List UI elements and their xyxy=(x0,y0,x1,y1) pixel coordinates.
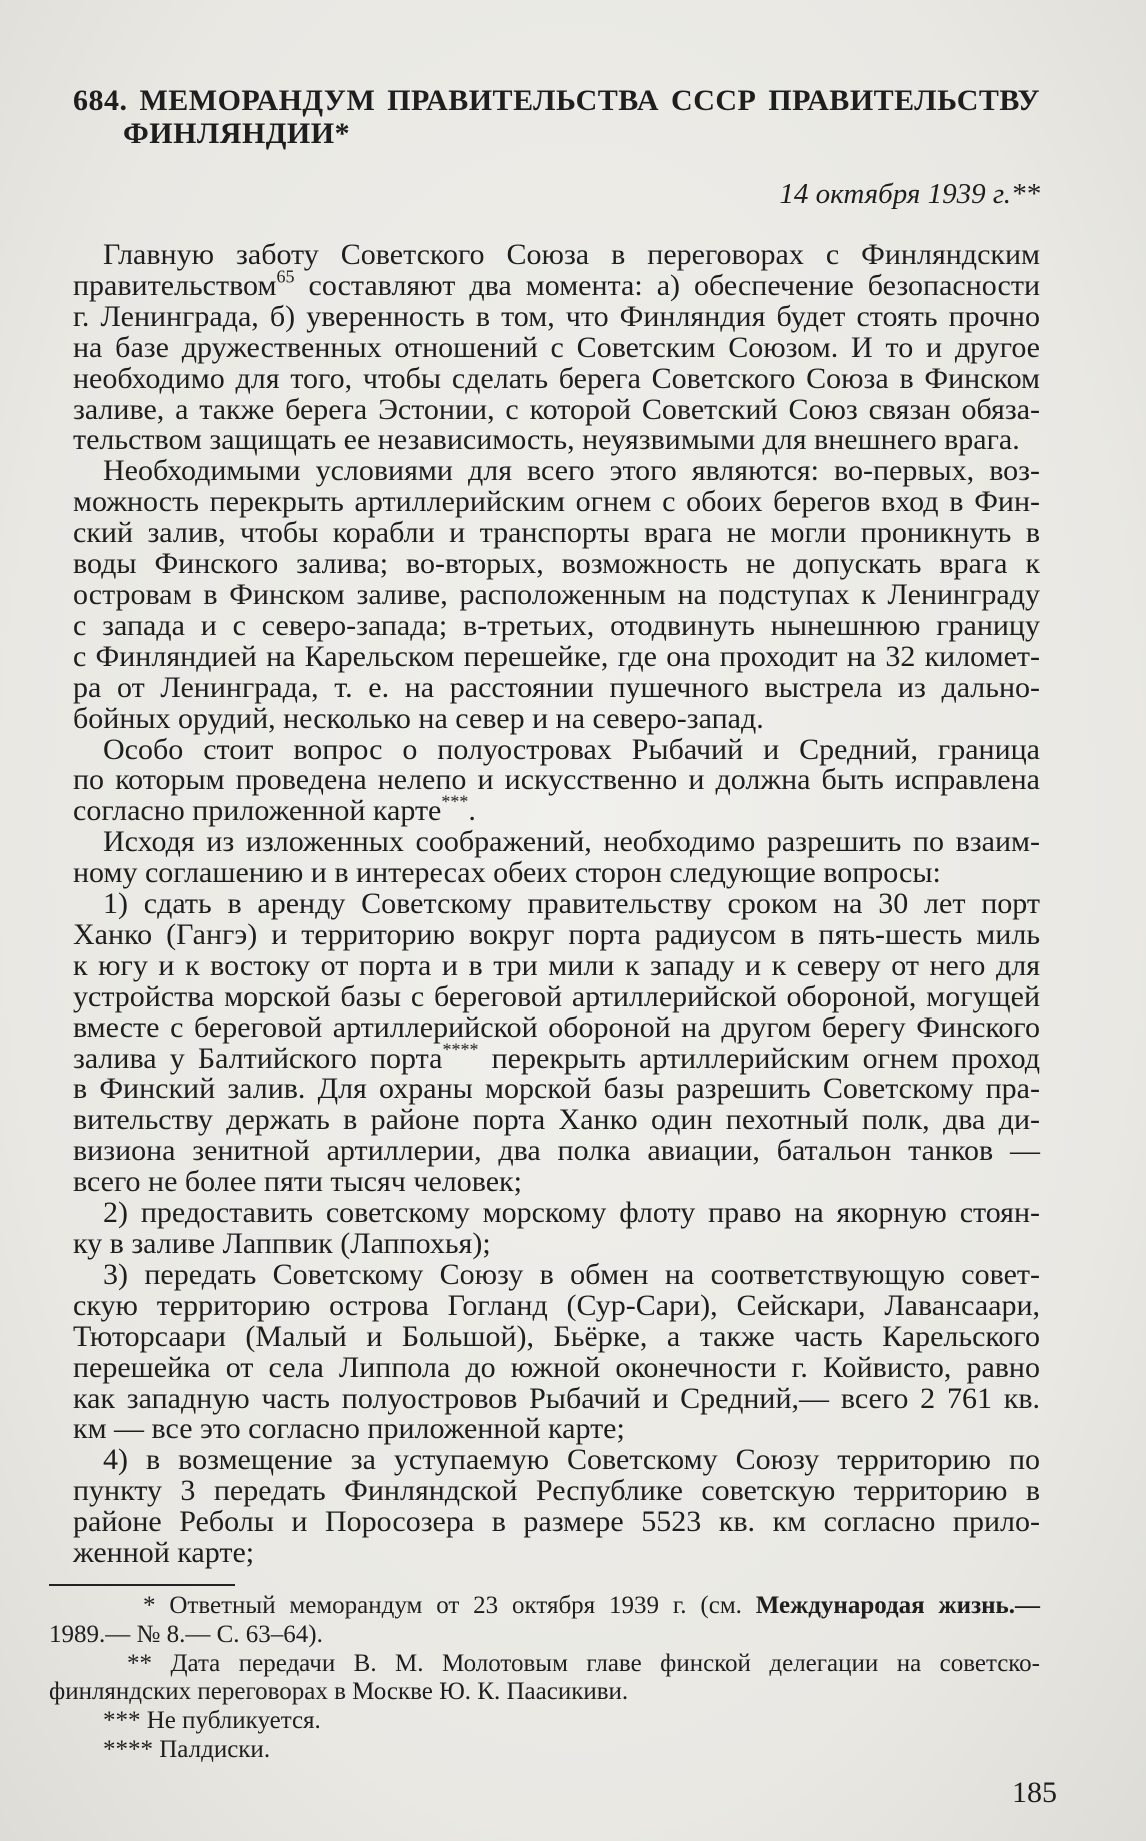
footnote-line: 1989.— № 8.— С. 63–64). xyxy=(49,1620,323,1648)
text-line: Необходимыми условиями для всего этого являются: во-первых, воз- xyxy=(103,454,1040,488)
text-segment: залива у Балтийского порта xyxy=(73,1041,443,1075)
footnote-line: ** Дата передачи В. М. Молотовым главе финской делегации на советско- xyxy=(127,1649,1040,1677)
text-segment: * Ответный меморандум от 23 октября 1939 г. (см. xyxy=(143,1592,756,1619)
text-line: ку в заливе Лаппвик (Лаппохья); xyxy=(73,1227,491,1260)
text-line: с Финляндией на Карельском перешейке, где она проходит на 32 километ- xyxy=(73,639,1040,673)
text-line: пункту 3 передать Финляндской Республике советскую территорию в xyxy=(73,1474,1040,1508)
text-line: необходимо для того, чтобы сделать берега Советского Союза в Финском xyxy=(73,361,1040,395)
text-line: вместе с береговой артиллерийской обороной на другом берегу Финского xyxy=(73,1010,1040,1044)
text-line: женной карте; xyxy=(73,1536,255,1570)
text-line: 1) сдать в аренду Советскому правительству сроком на 30 лет порт xyxy=(103,887,1040,921)
document-date: 14 октября 1939 г.** xyxy=(779,178,1040,210)
text-line: бойных орудий, несколько на север и на северо-запад. xyxy=(73,701,764,735)
footnote-marker: *** xyxy=(441,791,469,812)
footnote-marker: 65 xyxy=(276,266,295,287)
text-line: км — все это согласно приложенной карте; xyxy=(73,1412,625,1446)
text-line: устройства морской базы с береговой артиллерийской обороной, могущей xyxy=(73,979,1040,1013)
text-line: тельством защищать ее независимость, неуязвимыми для внешнего врага. xyxy=(73,423,1020,457)
text-line: Главную заботу Советского Союза в переговорах с Финляндским xyxy=(103,238,1040,271)
footnote-line xyxy=(49,1592,1040,1621)
document-title xyxy=(73,84,1040,150)
text-line: Исходя из изложенных соображений, необходимо разрешить по взаим- xyxy=(103,825,1040,859)
text-segment: . xyxy=(468,794,476,828)
text-segment: перекрыть артиллерийским огнем проход xyxy=(478,1041,1040,1075)
text-line: 4) в возмещение за уступаемую Советскому Союзу территорию по xyxy=(103,1443,1040,1477)
text-line: всего не более пяти тысяч человек; xyxy=(73,1165,522,1199)
text-line: в Финский залив. Для охраны морской базы разрешить Советскому пра- xyxy=(73,1072,1040,1106)
text-line: вительству держать в районе порта Ханко один пехотный полк, два ди- xyxy=(73,1103,1040,1137)
text-line: ский залив, чтобы корабли и транспорты врага не могли проникнуть в xyxy=(73,516,1040,550)
text-segment: правительством xyxy=(73,268,277,302)
text-line: ра от Ленинграда, т. е. на расстоянии пушечного выстрела из дально- xyxy=(73,670,1040,704)
text-line: г. Ленинграда, б) уверенность в том, что Финляндия будет стоять прочно xyxy=(73,299,1040,333)
text-line: Особо стоит вопрос о полуостровах Рыбачий и Средний, граница xyxy=(103,732,1040,766)
text-line xyxy=(73,266,1040,302)
text-line xyxy=(73,791,1040,828)
text-line xyxy=(73,1038,1040,1075)
text-line: районе Реболы и Поросозера в размере 5523 кв. км согласно прило- xyxy=(73,1505,1040,1539)
text-line: заливе, а также берега Эстонии, с которой Советский Союз связан обяза- xyxy=(73,392,1040,426)
footnote-marker: **** xyxy=(442,1038,479,1059)
text-segment: согласно приложенной карте xyxy=(73,794,442,828)
text-line: перешейка от села Липпола до южной оконечности г. Койвисто, равно xyxy=(73,1350,1040,1384)
title-line-1: 684. МЕМОРАНДУМ ПРАВИТЕЛЬСТВА СССР ПРАВИТЕЛЬСТВУ xyxy=(73,84,1040,117)
footnote-line: *** Не публикуется. xyxy=(103,1707,321,1735)
text-line: можность перекрыть артиллерийским огнем с обоих берегов вход в Фин- xyxy=(73,485,1040,519)
text-line: Тюторсаари (Малый и Большой), Бьёрке, а также часть Карельского xyxy=(73,1319,1040,1353)
text-line: по которым проведена нелепо и искусственно и должна быть исправлена xyxy=(73,763,1040,797)
footnote-separator xyxy=(49,1584,235,1586)
page-number: 185 xyxy=(1012,1776,1057,1809)
text-line: скую территорию острова Гогланд (Сур-Сари), Сейскари, Лавансаари, xyxy=(73,1288,1040,1322)
title-line-2: ФИНЛЯНДИИ* xyxy=(123,117,351,150)
text-line: островам в Финском заливе, расположенным на подступах к Ленинграду xyxy=(73,577,1040,611)
text-line: визиона зенитной артиллерии, два полка авиации, батальон танков — xyxy=(73,1134,1040,1168)
text-line: Ханко (Гангэ) и территорию вокруг порта радиусом в пять-шесть миль xyxy=(73,917,1040,951)
document-body xyxy=(73,240,1040,1569)
footnote-line: финляндских переговорах в Москве Ю. К. Паасикиви. xyxy=(49,1678,629,1706)
text-line: с запада и с северо-запада; в-третьих, отодвинуть нынешнюю границу xyxy=(73,608,1040,642)
text-line: к югу и к востоку от порта и в три мили к западу и к северу от него для xyxy=(73,948,1040,982)
text-line: воды Финского залива; во-вторых, возможность не допускать врага к xyxy=(73,547,1040,581)
text-line: на базе дружественных отношений с Советским Союзом. И то и другое xyxy=(73,330,1040,364)
text-segment: составляют два момента: а) обеспечение безопасности xyxy=(294,268,1040,302)
footnote-line: **** Палдиски. xyxy=(103,1735,271,1763)
footnotes xyxy=(49,1592,1040,1765)
bold-text: Международая жизнь.— xyxy=(755,1592,1040,1619)
text-line: ному соглашению и в интересах обеих сторон следующие вопросы: xyxy=(73,856,941,890)
text-line: как западную часть полуостровов Рыбачий и Средний,— всего 2 761 кв. xyxy=(73,1381,1040,1415)
text-line: 2) предоставить советскому морскому флоту право на якорную стоян- xyxy=(103,1196,1040,1230)
text-line: 3) передать Советскому Союзу в обмен на соответствующую совет- xyxy=(103,1257,1040,1291)
